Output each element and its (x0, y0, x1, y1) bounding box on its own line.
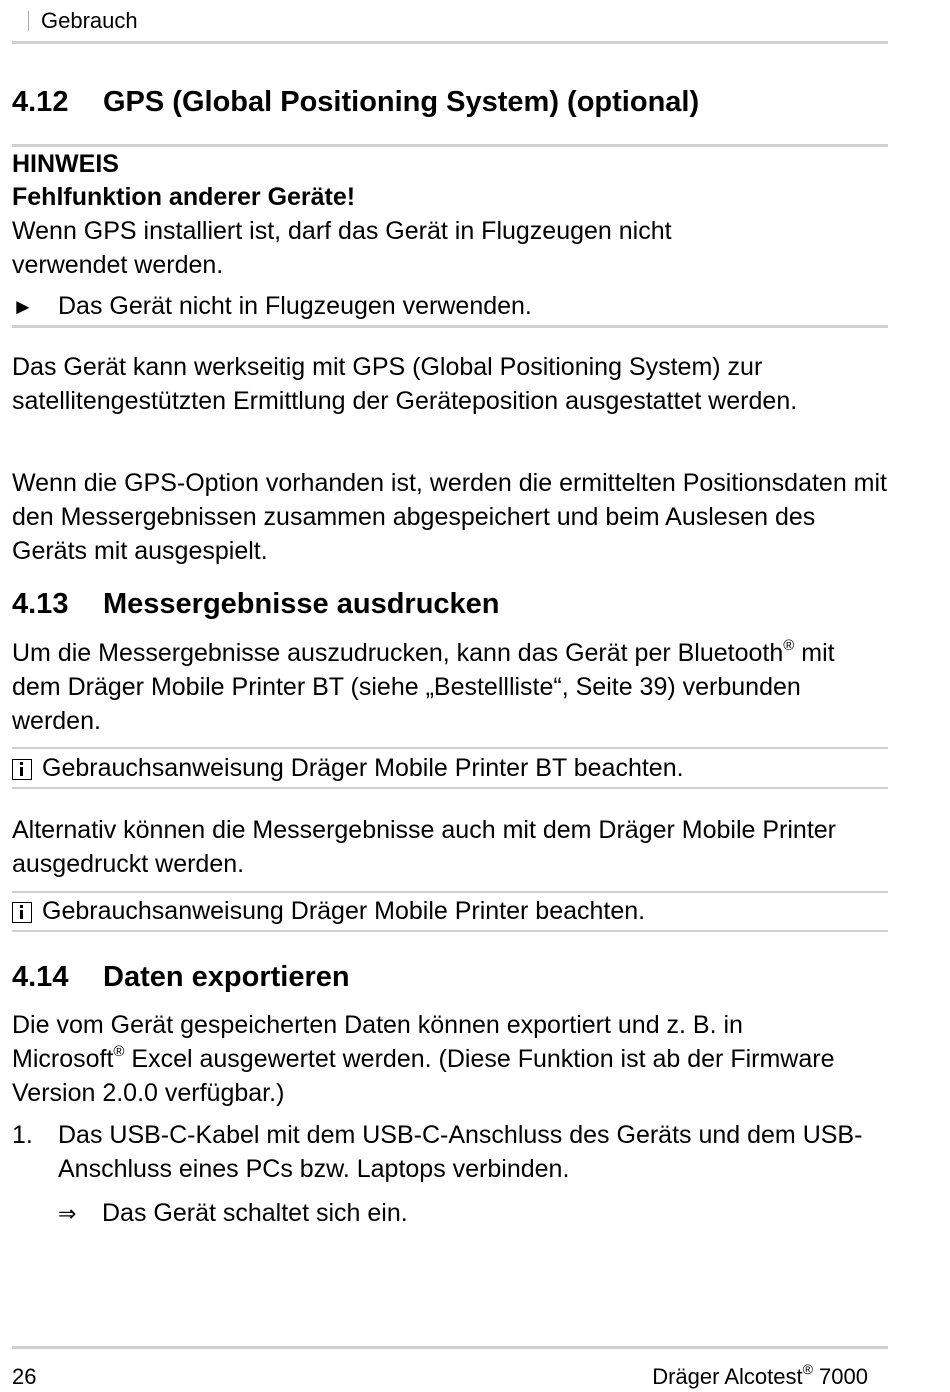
notice-bullet-text: Das Gerät nicht in Flugzeugen verwenden. (58, 292, 532, 320)
info-1-top-rule (12, 747, 888, 749)
running-head-divider (28, 11, 29, 31)
result-text: Das Gerät schaltet sich ein. (102, 1199, 408, 1227)
info-note-1-text: Gebrauchsanweisung Dräger Mobile Printer BT beachten. (42, 754, 684, 782)
section-title: GPS (Global Positioning System) (optional) (103, 86, 700, 118)
info-icon (12, 902, 32, 923)
notice-heading: Fehlfunktion anderer Geräte! (12, 183, 356, 211)
registered-mark: ® (113, 1043, 125, 1060)
notice-text: Wenn GPS installiert ist, darf das Gerät in Flugzeugen nicht verwendet werden. (12, 217, 672, 279)
registered-mark: ® (802, 1361, 813, 1377)
info-note-2-text: Gebrauchsanweisung Dräger Mobile Printer beachten. (42, 897, 646, 925)
page-number: 26 (12, 1364, 37, 1389)
gps-paragraph-2: Wenn die GPS-Option vorhanden ist, werden die ermittelten Positionsdaten mit den Messergebnissen zusammen abgespeichert und beim Auslesen des Geräts mit ausgespielt. (12, 469, 887, 565)
section-number: 4.13 (12, 588, 69, 620)
print-paragraph-1-b: mit dem Dräger Mobile Printer BT (siehe „Bestellliste“, Seite 39) verbunden werden. (12, 639, 835, 735)
registered-mark: ® (783, 637, 795, 654)
gps-paragraph-1: Das Gerät kann werkseitig mit GPS (Global Positioning System) zur satellitengestützten Ermittlung der Geräteposition ausgestattet werden. (12, 353, 798, 415)
step-1 (12, 1118, 888, 1186)
info-icon (12, 759, 32, 780)
result-arrow-icon: ⇒ (58, 1202, 77, 1227)
export-paragraph-1-a: Die vom Gerät gespeicherten Daten können exportiert und z. B. in Microsoft (12, 1011, 743, 1073)
section-number: 4.12 (12, 86, 69, 118)
running-head-text: Gebrauch (41, 8, 138, 33)
info-2-top-rule (12, 891, 888, 893)
export-paragraph-1-b: Excel ausgewertet werden. (Diese Funktion ist ab der Firmware Version 2.0.0 verfügbar.) (12, 1045, 835, 1107)
step-text: Das USB-C-Kabel mit dem USB-C-Anschluss des Geräts und dem USB-Anschluss eines PCs bzw. Laptops verbinden. (58, 1121, 863, 1183)
product-name (652, 1362, 868, 1392)
footer-rule (12, 1346, 888, 1349)
step-1-result (58, 1196, 408, 1232)
info-note-2 (12, 894, 645, 928)
section-number: 4.14 (12, 961, 69, 993)
product-name-a: Dräger Alcotest (652, 1364, 803, 1389)
step-number: 1. (12, 1121, 33, 1149)
notice-label: HINWEIS (12, 150, 119, 178)
info-note-1 (12, 751, 684, 785)
section-title: Messergebnisse ausdrucken (103, 588, 500, 620)
bullet-arrow-icon: ► (12, 294, 34, 319)
print-paragraph-1-a: Um die Messergebnisse auszudrucken, kann das Gerät per Bluetooth (12, 639, 784, 667)
running-head (12, 8, 138, 34)
notice-bullet (12, 289, 532, 324)
section-heading-4-14 (12, 960, 350, 994)
section-heading-4-12 (12, 85, 699, 119)
print-paragraph-2: Alternativ können die Messergebnisse auch mit dem Dräger Mobile Printer ausgedruckt werden. (12, 816, 836, 878)
section-heading-4-13 (12, 587, 500, 621)
header-rule (12, 41, 888, 44)
product-name-b: 7000 (812, 1364, 868, 1389)
info-1-bottom-rule (12, 787, 888, 789)
notice-bottom-rule (12, 325, 888, 328)
export-paragraph-1 (12, 1008, 862, 1110)
section-title: Daten exportieren (103, 961, 350, 993)
print-paragraph-1 (12, 636, 852, 738)
info-2-bottom-rule (12, 930, 888, 932)
